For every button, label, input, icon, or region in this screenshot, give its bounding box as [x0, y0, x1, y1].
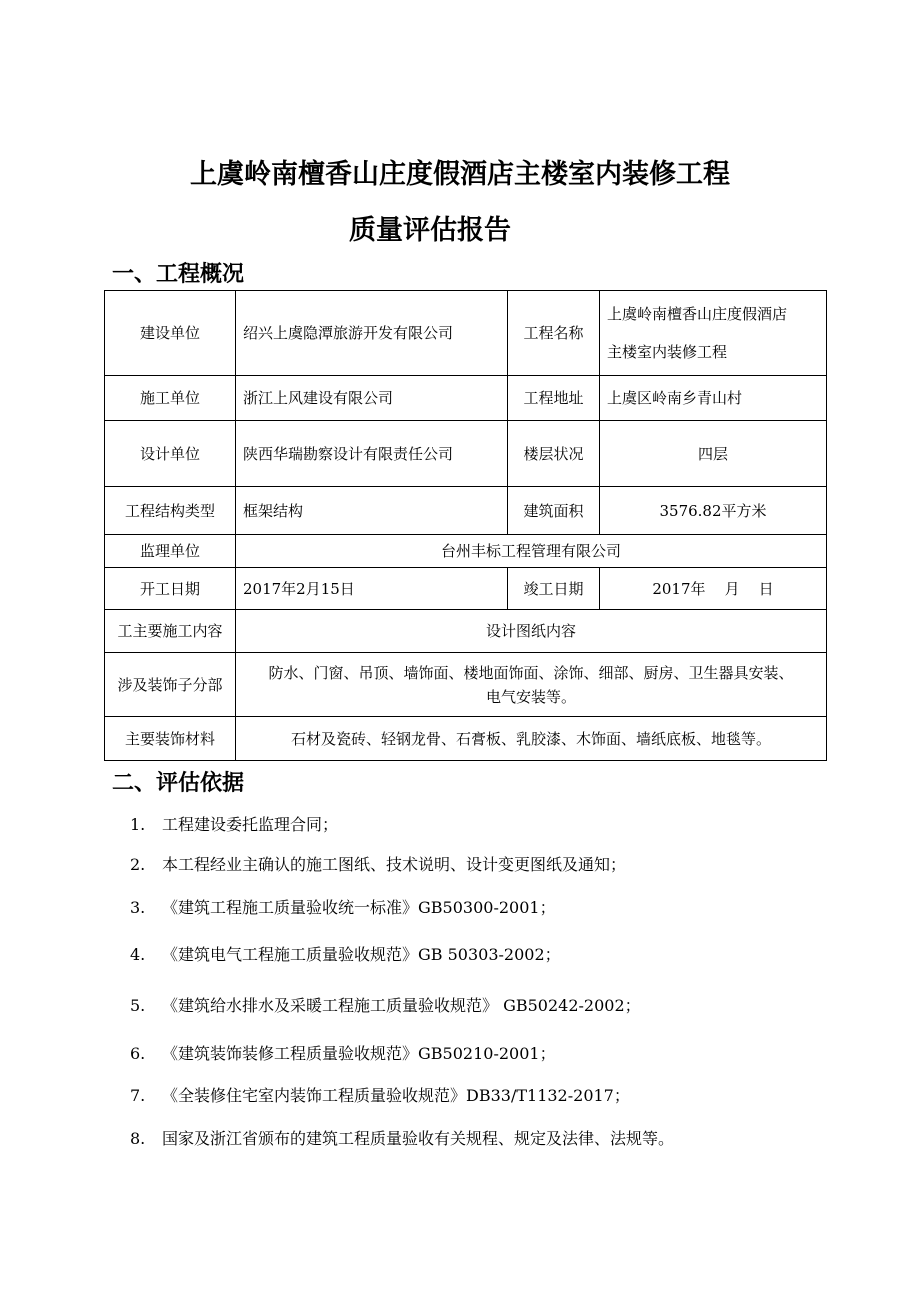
cell-label: 施工单位: [105, 376, 236, 421]
item-number: 3.: [130, 898, 146, 917]
item-text: 国家及浙江省颁布的建筑工程质量验收有关规程、规定及法律、法规等。: [162, 1129, 675, 1148]
list-item: [130, 852, 626, 875]
project-overview-table: [104, 290, 827, 761]
project-name-line1: 上虞岭南檀香山庄度假酒店: [607, 305, 788, 323]
item-number: 6.: [130, 1044, 146, 1063]
cell-label: 开工日期: [105, 568, 236, 610]
cell-label: 设计单位: [105, 421, 236, 487]
subdivision-line2: 电气安装等。: [485, 687, 576, 706]
item-number: 7.: [130, 1086, 146, 1105]
list-item: [130, 942, 561, 965]
table-row: [105, 535, 827, 568]
cell-label: 建筑面积: [508, 487, 600, 535]
cell-label: 主要装饰材料: [105, 717, 236, 761]
document-subtitle: 质量评估报告: [349, 215, 511, 246]
list-item: [130, 993, 641, 1016]
cell-label: 工程结构类型: [105, 487, 236, 535]
cell-value: 3576.82平方米: [600, 487, 827, 535]
cell-label: 监理单位: [105, 535, 236, 568]
table-row: [105, 610, 827, 653]
cell-value: 2017年 月 日: [600, 568, 827, 610]
cell-value: 框架结构: [236, 487, 508, 535]
table-row: [105, 568, 827, 610]
item-number: 8.: [130, 1129, 146, 1148]
cell-label: 竣工日期: [508, 568, 600, 610]
item-number: 4.: [130, 945, 146, 964]
table-row: [105, 291, 827, 376]
cell-label: 工程名称: [508, 291, 600, 376]
cell-value: [600, 291, 827, 376]
table-row: [105, 421, 827, 487]
item-text: 工程建设委托监理合同；: [162, 815, 339, 834]
table-row: [105, 717, 827, 761]
cell-value: 上虞区岭南乡青山村: [600, 376, 827, 421]
cell-value: 台州丰标工程管理有限公司: [236, 535, 827, 568]
document-title: 上虞岭南檀香山庄度假酒店主楼室内装修工程: [190, 159, 730, 190]
cell-label: 楼层状况: [508, 421, 600, 487]
item-number: 2.: [130, 855, 146, 874]
item-number: 1.: [130, 815, 146, 834]
table-row: [105, 653, 827, 717]
item-text: 《建筑电气工程施工质量验收规范》GB 50303-2002；: [162, 945, 561, 964]
item-number: 5.: [130, 996, 146, 1015]
item-text: 《建筑给水排水及采暖工程施工质量验收规范》 GB50242-2002；: [162, 996, 641, 1015]
cell-value: 绍兴上虞隐潭旅游开发有限公司: [236, 291, 508, 376]
cell-label: 工主要施工内容: [105, 610, 236, 653]
section-2-heading: 二、评估依据: [112, 771, 245, 796]
cell-value: 2017年2月15日: [236, 568, 508, 610]
list-item: [130, 1126, 674, 1149]
table-row: [105, 487, 827, 535]
project-name-line2: 主楼室内装修工程: [607, 343, 728, 361]
cell-value: 石材及瓷砖、轻钢龙骨、石膏板、乳胶漆、木饰面、墙纸底板、地毯等。: [236, 717, 827, 761]
cell-value: [236, 653, 827, 717]
table-row: [105, 376, 827, 421]
item-text: 《建筑装饰装修工程质量验收规范》GB50210-2001；: [162, 1044, 556, 1063]
cell-label: 涉及装饰子分部: [105, 653, 236, 717]
item-text: 《建筑工程施工质量验收统一标准》GB50300-2001；: [162, 898, 556, 917]
cell-label: 工程地址: [508, 376, 600, 421]
list-item: [130, 1083, 630, 1106]
list-item: [130, 895, 556, 918]
cell-value: 四层: [600, 421, 827, 487]
cell-value: 设计图纸内容: [236, 610, 827, 653]
list-item: [130, 1041, 556, 1064]
cell-label: 建设单位: [105, 291, 236, 376]
section-1-heading: 一、工程概况: [112, 262, 245, 287]
item-text: 本工程经业主确认的施工图纸、技术说明、设计变更图纸及通知；: [162, 855, 627, 874]
list-item: [130, 812, 338, 835]
item-text: 《全装修住宅室内装饰工程质量验收规范》DB33/T1132-2017；: [162, 1086, 630, 1105]
cell-value: 浙江上风建设有限公司: [236, 376, 508, 421]
subdivision-line1: 防水、门窗、吊顶、墙饰面、楼地面饰面、涂饰、细部、厨房、卫生器具安装、: [268, 663, 794, 682]
cell-value: 陕西华瑞勘察设计有限责任公司: [236, 421, 508, 487]
